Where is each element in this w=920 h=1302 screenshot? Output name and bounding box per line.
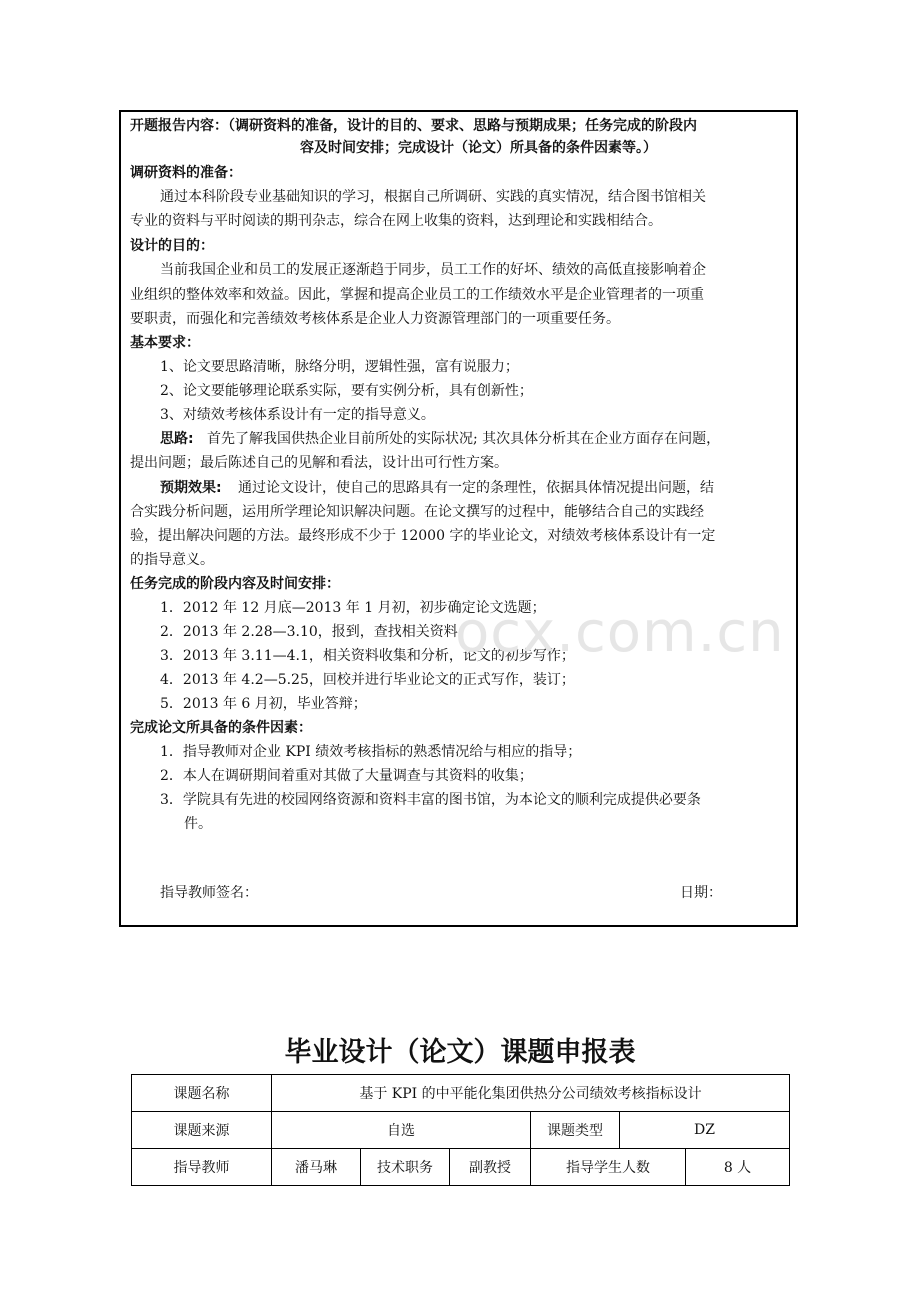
report-heading: 开题报告内容：（调研资料的准备，设计的目的、要求、思路与预期成果；任务完成的阶段内: [130, 118, 697, 134]
advisor-label: 指导教师: [132, 1149, 272, 1186]
topic-source-value: 自选: [272, 1112, 531, 1149]
report-heading-cont: 容及时间安排；完成设计（论文）所具备的条件因素等。）: [300, 140, 657, 156]
purpose-text: 业组织的整体效率和效益。因此，掌握和提高企业员工的工作绩效水平是企业管理者的一项重: [130, 287, 704, 303]
students-count-value: 8 人: [686, 1149, 790, 1186]
expected-text: 的指导意义。: [130, 552, 214, 568]
schedule-label: 任务完成的阶段内容及时间安排：: [130, 576, 340, 592]
topic-type-value: DZ: [620, 1112, 790, 1149]
purpose-label: 设计的目的：: [130, 238, 214, 254]
conditions-label: 完成论文所具备的条件因素：: [130, 720, 312, 736]
requirement-item: 1、论文要思路清晰，脉络分明，逻辑性强，富有说服力；: [160, 359, 519, 375]
condition-item-cont: 件。: [184, 816, 212, 832]
table-row: [132, 1149, 790, 1186]
students-count-label: 指导学生人数: [531, 1149, 686, 1186]
schedule-item: 3．2013 年 3.11—4.1，相关资料收集和分析，论文的初步写作；: [160, 648, 575, 664]
approach-text: 提出问题；最后陈述自己的见解和看法，设计出可行性方案。: [130, 455, 508, 471]
requirement-item: 3、对绩效考核体系设计有一定的指导意义。: [160, 407, 435, 423]
schedule-item: 4．2013 年 4.2—5.25，回校并进行毕业论文的正式写作，装订；: [160, 672, 575, 688]
watermark: ocx.com.cn: [455, 600, 785, 665]
schedule-item: 5．2013 年 6 月初，毕业答辩；: [160, 696, 367, 712]
expected-label: 预期效果:: [160, 480, 222, 496]
application-form-table: [131, 1074, 790, 1186]
research-text: 通过本科阶段专业基础知识的学习，根据自己所调研、实践的真实情况，结合图书馆相关: [160, 189, 706, 205]
requirements-label: 基本要求：: [130, 335, 200, 351]
expected-text: 合实践分析问题，运用所学理论知识解决问题。在论文撰写的过程中，能够结合自己的实践经: [130, 504, 704, 520]
purpose-text: 当前我国企业和员工的发展正逐渐趋于同步，员工工作的好坏、绩效的高低直接影响着企: [160, 262, 706, 278]
condition-item: 3．学院具有先进的校园网络资源和资料丰富的图书馆，为本论文的顺利完成提供必要条: [160, 792, 701, 808]
topic-name-value: 基于 KPI 的中平能化集团供热分公司绩效考核指标设计: [272, 1075, 790, 1112]
table-row: [132, 1112, 790, 1149]
research-text: 专业的资料与平时阅读的期刊杂志，综合在网上收集的资料，达到理论和实践相结合。: [130, 213, 662, 229]
condition-item: 1．指导教师对企业 KPI 绩效考核指标的熟悉情况给与相应的指导；: [160, 744, 582, 760]
table-row: [132, 1075, 790, 1112]
position-value: 副教授: [450, 1149, 531, 1186]
signature-label: 指导教师签名：: [160, 885, 258, 901]
condition-item: 2．本人在调研期间着重对其做了大量调查与其资料的收集；: [160, 768, 533, 784]
research-label: 调研资料的准备：: [130, 165, 242, 181]
topic-source-label: 课题来源: [132, 1112, 272, 1149]
advisor-value: 潘马琳: [272, 1149, 361, 1186]
position-label: 技术职务: [361, 1149, 450, 1186]
expected-text: 验，提出解决问题的方法。最终形成不少于 12000 字的毕业论文，对绩效考核体系设计有一定: [130, 528, 716, 544]
topic-name-label: 课题名称: [132, 1075, 272, 1112]
schedule-item: 1．2012 年 12 月底—2013 年 1 月初，初步确定论文选题；: [160, 600, 546, 616]
purpose-text: 要职责，而强化和完善绩效考核体系是企业人力资源管理部门的一项重要任务。: [130, 311, 620, 327]
schedule-item: 2．2013 年 2.28—3.10，报到，查找相关资料；: [160, 624, 472, 640]
requirement-item: 2、论文要能够理论联系实际，要有实例分析，具有创新性；: [160, 383, 533, 399]
topic-type-label: 课题类型: [531, 1112, 620, 1149]
form-title: 毕业设计（论文）课题申报表: [284, 1037, 636, 1068]
expected-text: 通过论文设计，使自己的思路具有一定的条理性，依据具体情况提出问题，结: [238, 480, 714, 496]
approach-label: 思路:: [160, 431, 194, 447]
date-label: 日期：: [680, 885, 722, 901]
approach-text: 首先了解我国供热企业目前所处的实际状况; 其次具体分析其在企业方面存在问题，: [207, 431, 721, 447]
